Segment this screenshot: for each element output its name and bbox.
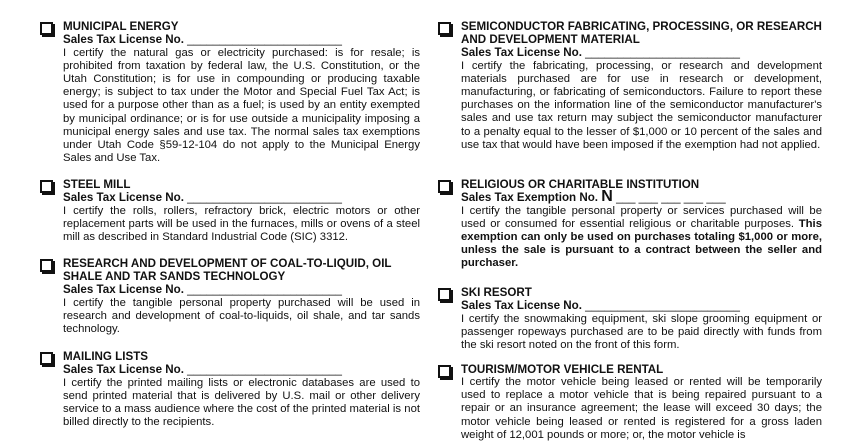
license-label: Sales Tax License No. bbox=[63, 191, 184, 204]
license-blank[interactable]: ________________________ bbox=[187, 283, 342, 296]
semiconductor-checkbox[interactable] bbox=[438, 22, 451, 35]
municipal-energy-checkbox[interactable] bbox=[40, 22, 53, 35]
coal-to-liquid-checkbox[interactable] bbox=[40, 259, 53, 272]
license-label: Sales Tax License No. bbox=[461, 46, 582, 59]
exemption-prefix: N bbox=[601, 188, 613, 205]
exemption-field[interactable] bbox=[461, 188, 822, 205]
section-text: I certify the tangible personal property purchased will be used in research and development of coal-to-liquids, oil shale, and tar sands technology. bbox=[63, 296, 420, 335]
section-title: SEMICONDUCTOR FABRICATING, PROCESSING, OR RESEARCH AND DEVELOPMENT MATERIAL bbox=[461, 20, 822, 46]
license-label: Sales Tax License No. bbox=[63, 363, 184, 376]
license-label: Sales Tax License No. bbox=[63, 283, 184, 296]
section-title: RELIGIOUS OR CHARITABLE INSTITUTION bbox=[461, 178, 700, 191]
license-label: Sales Tax License No. bbox=[461, 299, 582, 312]
section-text: I certify the motor vehicle being leased or rented will be temporarily used to replace a motor vehicle that is being repaired pursuant to a repair or an insurance agreement; the lease will exceed 30 days; the motor vehicle being leased or rented is registered for a gross laden weight of 12,001 pounds or more; or, the motor vehicle is bbox=[461, 376, 822, 441]
license-field[interactable] bbox=[63, 191, 420, 205]
ski-resort-checkbox[interactable] bbox=[438, 288, 451, 301]
section-title: TOURISM/MOTOR VEHICLE RENTAL bbox=[461, 363, 664, 376]
section-title: MUNICIPAL ENERGY bbox=[63, 20, 179, 33]
license-field[interactable] bbox=[63, 283, 420, 297]
steel-mill-checkbox[interactable] bbox=[40, 180, 53, 193]
tourism-motor-vehicle-checkbox[interactable] bbox=[438, 365, 451, 378]
license-blank[interactable]: ________________________ bbox=[585, 46, 740, 59]
section-text: I certify the fabricating, processing, or research and development materials purchased are for use in research or development, manufacturing, or fabricating of semiconductors. Failure to report these purchases on the information line of the semiconductor manufacturer's sales and use tax return may subject the semiconductor manufacturer to a penalty equal to the lesser of $1,000 or 10 percent of the sales and use tax that would have been imposed if the exemption had not applied. bbox=[461, 59, 822, 151]
license-blank[interactable]: ________________________ bbox=[585, 299, 740, 312]
license-label: Sales Tax License No. bbox=[63, 33, 184, 46]
license-field[interactable] bbox=[63, 363, 420, 377]
section-text: I certify the printed mailing lists or electronic databases are used to send printed material that is delivered by U.S. mail or other delivery service to a mass audience where the cost of the printed material is not billed directly to the recipients. bbox=[63, 376, 420, 429]
license-field[interactable] bbox=[461, 299, 822, 313]
section-title: SKI RESORT bbox=[461, 286, 532, 299]
section-title: RESEARCH AND DEVELOPMENT OF COAL-TO-LIQUID, OIL SHALE AND TAR SANDS TECHNOLOGY bbox=[63, 257, 392, 283]
license-field[interactable] bbox=[63, 33, 420, 47]
license-blank[interactable]: ________________________ bbox=[187, 33, 342, 46]
section-title: MAILING LISTS bbox=[63, 350, 149, 363]
license-blank[interactable]: ________________________ bbox=[187, 363, 342, 376]
exemption-blanks[interactable]: ___ ___ ___ ___ ___ bbox=[616, 191, 726, 204]
section-text bbox=[461, 205, 822, 271]
exemption-label: Sales Tax Exemption No. bbox=[461, 191, 599, 204]
section-text: I certify the natural gas or electricity purchased: is for resale; is prohibited from taxation by federal law, the U.S. Constitution, or the Utah Constitution; is for use in compounding or producing taxable energy; is subject to tax under the Motor and Special Fuel Tax Act; is used for a purpose other than as a fuel; is used by an entity exempted by municipal ordinance; or is for use outside a municipality imposing a municipal energy sales and use tax. The normal sales tax exemptions under Utah Code §59-12-104 do not apply to the Municipal Energy Sales and Use Tax. bbox=[63, 46, 420, 165]
license-field[interactable] bbox=[461, 46, 822, 60]
license-blank[interactable]: ________________________ bbox=[187, 191, 342, 204]
mailing-lists-checkbox[interactable] bbox=[40, 352, 53, 365]
section-text: I certify the snowmaking equipment, ski slope grooming equipment or passenger ropeways purchased are to be paid directly with funds from the ski resort noted on the front of this form. bbox=[461, 312, 822, 351]
religious-charitable-checkbox[interactable] bbox=[438, 180, 451, 193]
section-title: STEEL MILL bbox=[63, 178, 131, 191]
section-text-bold: This exemption can only be used on purchases totaling $1,000 or more, unless the sale is pursuant to a contract between the seller and purchaser. bbox=[461, 217, 822, 270]
section-text: I certify the rolls, rollers, refractory brick, electric motors or other replacement parts will be used in the furnaces, mills or ovens of a steel mill as described in Standard Industrial Code (SIC) 3312. bbox=[63, 204, 420, 243]
section-text-plain: I certify the tangible personal property or services purchased will be used or consumed for essential religious or charitable purposes. bbox=[461, 204, 822, 230]
